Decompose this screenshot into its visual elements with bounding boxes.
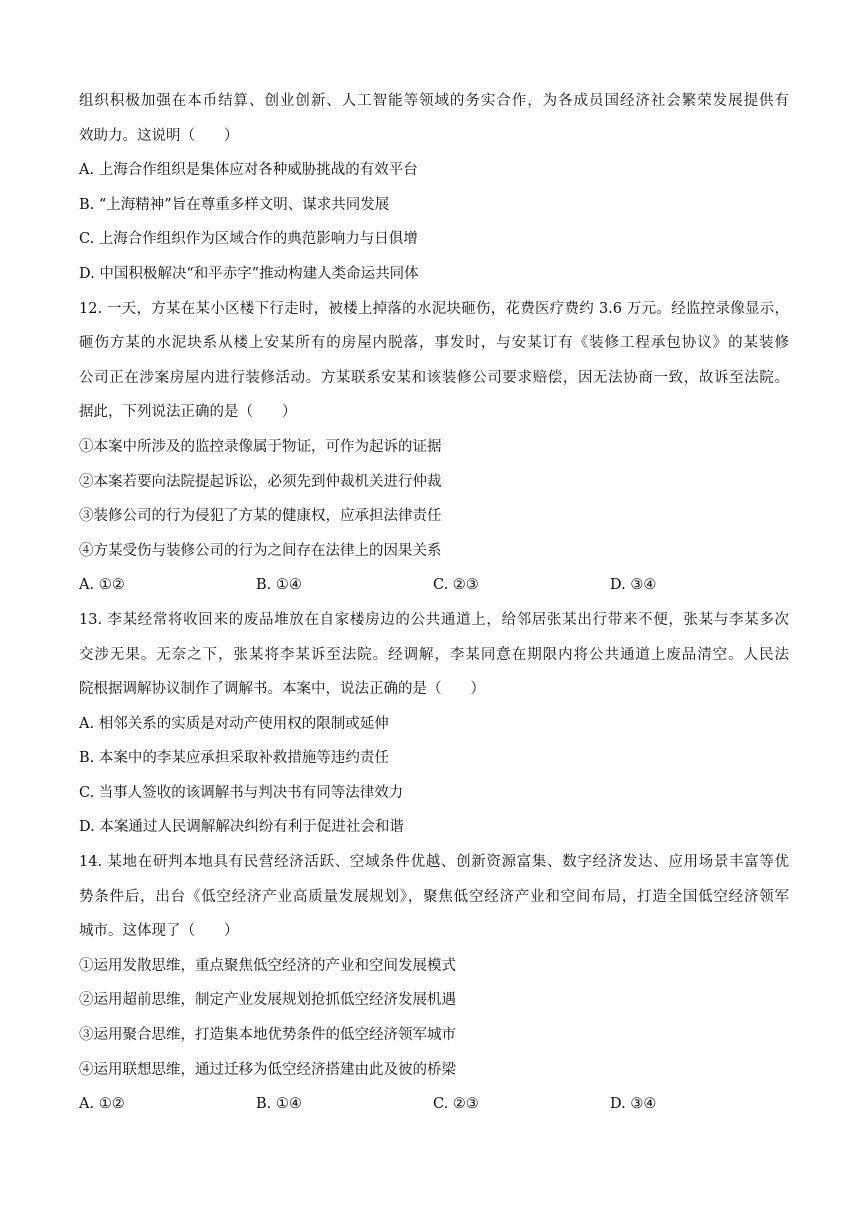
q13-option-d: D. 本案通过人民调解解决纠纷有利于促进社会和谐 bbox=[79, 819, 404, 836]
q14-statement-4: ④运用联想思维，通过迁移为低空经济搭建由此及彼的桥梁 bbox=[79, 1061, 456, 1078]
q11-option-a: A. 上海合作组织是集体应对各种威胁挑战的有效平台 bbox=[79, 162, 418, 179]
q14-choice-c: C. ②③ bbox=[433, 1096, 479, 1113]
q14-choice-a: A. ①② bbox=[79, 1096, 125, 1113]
q14-statement-3: ③运用聚合思维，打造集本地优势条件的低空经济领军城市 bbox=[79, 1027, 456, 1044]
q14-choice-b: B. ①④ bbox=[256, 1096, 302, 1113]
q13-option-b: B. 本案中的李某应承担采取补救措施等违约责任 bbox=[79, 750, 389, 767]
question-14 bbox=[79, 845, 789, 1122]
q12-stem-line-4: 据此，下列说法正确的是（ ） bbox=[79, 404, 297, 421]
q13-stem-line-2: 交涉无果。无奈之下，张某将李某诉至法院。经调解，李某同意在期限内将公共通道上废品清空。人民法 bbox=[79, 646, 789, 663]
q14-choice-d: D. ③④ bbox=[610, 1096, 657, 1113]
q12-statement-4: ④方某受伤与装修公司的行为之间存在法律上的因果关系 bbox=[79, 542, 442, 559]
q14-choices bbox=[79, 1087, 789, 1122]
q12-statement-3: ③装修公司的行为侵犯了方某的健康权，应承担法律责任 bbox=[79, 508, 442, 525]
q12-choice-d: D. ③④ bbox=[610, 577, 657, 594]
q12-choice-b: B. ①④ bbox=[256, 577, 302, 594]
q13-option-c: C. 当事人签收的该调解书与判决书有同等法律效力 bbox=[79, 784, 404, 801]
q12-stem-line-3: 公司正在涉案房屋内进行装修活动。方某联系安某和该装修公司要求赔偿，因无法协商一致，故诉至法院。 bbox=[79, 369, 789, 386]
q13-option-a: A. 相邻关系的实质是对动产使用权的限制或延伸 bbox=[79, 715, 389, 732]
q12-choices bbox=[79, 568, 789, 603]
q14-stem-line-3: 城市。这体现了（ ） bbox=[79, 923, 239, 940]
q14-statement-1: ①运用发散思维，重点聚焦低空经济的产业和空间发展模式 bbox=[79, 957, 456, 974]
q11-stem-line-2: 效助力。这说明（ ） bbox=[79, 127, 239, 144]
question-13 bbox=[79, 603, 789, 845]
q12-choice-c: C. ②③ bbox=[433, 577, 479, 594]
q12-statement-2: ②本案若要向法院提起诉讼，必须先到仲裁机关进行仲裁 bbox=[79, 473, 442, 490]
q13-stem-line-1: 13. 李某经常将收回来的废品堆放在自家楼房边的公共通道上，给邻居张某出行带来不便，张某与李某多次 bbox=[79, 611, 789, 628]
q11-stem-line-1: 组织积极加强在本币结算、创业创新、人工智能等领域的务实合作，为各成员国经济社会繁荣发展提供有 bbox=[79, 93, 789, 109]
exam-page bbox=[79, 84, 789, 1122]
q14-stem-line-1: 14. 某地在研判本地具有民营经济活跃、空域条件优越、创新资源富集、数字经济发达、应用场景丰富等优 bbox=[79, 854, 789, 871]
q12-stem-line-2: 砸伤方某的水泥块系从楼上安某所有的房屋内脱落，事发时，与安某订有《装修工程承包协议》的某装修 bbox=[79, 335, 789, 352]
q12-stem-line-1: 12. 一天，方某在某小区楼下行走时，被楼上掉落的水泥块砸伤，花费医疗费约 3.6 万元。经监控录像显示， bbox=[79, 300, 789, 317]
q12-statement-1: ①本案中所涉及的监控录像属于物证，可作为起诉的证据 bbox=[79, 438, 442, 455]
q13-stem-line-3: 院根据调解协议制作了调解书。本案中，说法正确的是（ ） bbox=[79, 681, 485, 698]
q11-option-d: D. 中国积极解决“和平赤字”推动构建人类命运共同体 bbox=[79, 265, 419, 282]
q11-option-b: B. “上海精神”旨在尊重多样文明、谋求共同发展 bbox=[79, 196, 390, 213]
q11-option-c: C. 上海合作组织作为区域合作的典范影响力与日俱增 bbox=[79, 231, 418, 248]
question-12 bbox=[79, 292, 789, 603]
question-11 bbox=[79, 84, 789, 292]
q14-stem-line-2: 势条件后，出台《低空经济产业高质量发展规划》，聚焦低空经济产业和空间布局，打造全国低空经济领军 bbox=[79, 888, 789, 905]
q12-choice-a: A. ①② bbox=[79, 577, 125, 594]
q14-statement-2: ②运用超前思维，制定产业发展规划抢抓低空经济发展机遇 bbox=[79, 992, 456, 1009]
